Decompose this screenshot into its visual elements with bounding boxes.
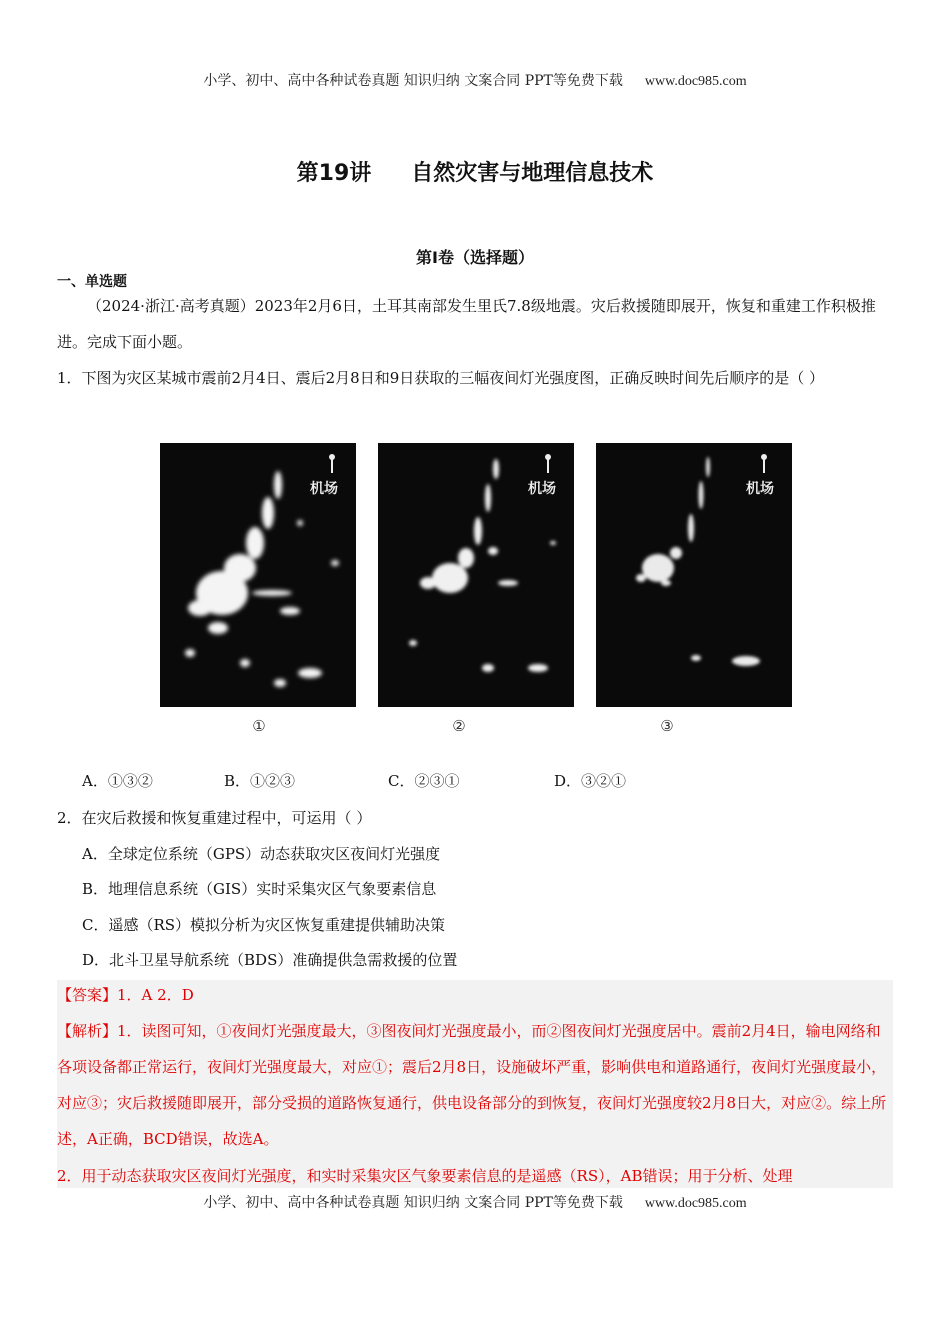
analysis-text-1: 1．读图可知，①夜间灯光强度最大，③图夜间灯光强度最小，而②图夜间灯光强度居中。震前2月4日，输电网络和各项设备都正常运行，夜间灯光强度最大，对应①；震后2月8日，设施破坏严重，影响供电和道路通行，夜间灯光强度最小，对应③；灾后救援随即展开，部分受损的道路恢复通行，供电设备部分的到恢复，夜间灯光强度较2月8日大，对应②。综上所述，A正确，BCD错误，故选A。 xyxy=(57,1022,887,1148)
q2-option-a[interactable]: A．全球定位系统（GPS）动态获取灾区夜间灯光强度 xyxy=(82,845,441,863)
volume-heading: 第I卷（选择题） xyxy=(416,248,534,267)
q2-option-b[interactable]: B．地理信息系统（GIS）实时采集灾区气象要素信息 xyxy=(82,880,437,898)
q2-option-c[interactable]: C．遥感（RS）模拟分析为灾区恢复重建提供辅助决策 xyxy=(82,916,446,934)
night-light-image-3 xyxy=(596,443,792,707)
airport-label-3: 机场 xyxy=(746,481,774,497)
figure-label-3: ③ xyxy=(660,717,674,735)
night-light-image-2 xyxy=(378,443,574,707)
page-title xyxy=(0,156,950,187)
page-header xyxy=(0,70,950,90)
airport-label-2: 机场 xyxy=(528,481,556,497)
answer-text: 1．A 2．D xyxy=(117,986,194,1004)
analysis-paragraph-2: 2．用于动态获取灾区夜间灯光强度，和实时采集灾区气象要素信息的是遥感（RS），AB错误；用于分析、处理 xyxy=(57,1167,793,1185)
figure-label-2: ② xyxy=(452,717,466,735)
lecture-topic: 自然灾害与地理信息技术 xyxy=(411,161,654,186)
page-footer xyxy=(0,1192,950,1212)
q1-option-d[interactable]: D．③②① xyxy=(554,772,627,790)
q1-option-b[interactable]: B．①②③ xyxy=(224,772,296,790)
night-light-image-1 xyxy=(160,443,356,707)
question-1-stem: 1．下图为灾区某城市震前2月4日、震后2月8日和9日获取的三幅夜间灯光强度图，正确反映时间先后顺序的是（ ） xyxy=(57,369,825,387)
header-text: 小学、初中、高中各种试卷真题 知识归纳 文案合同 PPT等免费下载 xyxy=(203,73,623,89)
night-light-figures xyxy=(0,443,950,743)
answer-label: 【答案】 xyxy=(57,986,118,1004)
question-intro: （2024·浙江·高考真题）2023年2月6日，土耳其南部发生里氏7.8级地震。灾后救援随即展开，恢复和重建工作积极推进。完成下面小题。 xyxy=(57,297,876,351)
lecture-number: 第19讲 xyxy=(296,161,372,186)
airport-label-1: 机场 xyxy=(310,481,338,497)
answer-line xyxy=(57,977,893,1013)
figure-label-1: ① xyxy=(252,717,266,735)
footer-site[interactable]: www.doc985.com xyxy=(644,1196,747,1211)
question-1-options xyxy=(82,770,882,796)
analysis-paragraph-1 xyxy=(57,1013,893,1157)
footer-text: 小学、初中、高中各种试卷真题 知识归纳 文案合同 PPT等免费下载 xyxy=(203,1195,623,1211)
q1-option-a[interactable]: A．①③② xyxy=(82,772,153,790)
analysis-label: 【解析】 xyxy=(57,1022,118,1040)
section-heading: 一、单选题 xyxy=(57,274,127,290)
header-site[interactable]: www.doc985.com xyxy=(644,74,747,89)
question-2-stem: 2．在灾后救援和恢复重建过程中，可运用（ ） xyxy=(57,809,372,827)
q2-option-d[interactable]: D．北斗卫星导航系统（BDS）准确提供急需救援的位置 xyxy=(82,951,458,969)
q1-option-c[interactable]: C．②③① xyxy=(388,772,460,790)
